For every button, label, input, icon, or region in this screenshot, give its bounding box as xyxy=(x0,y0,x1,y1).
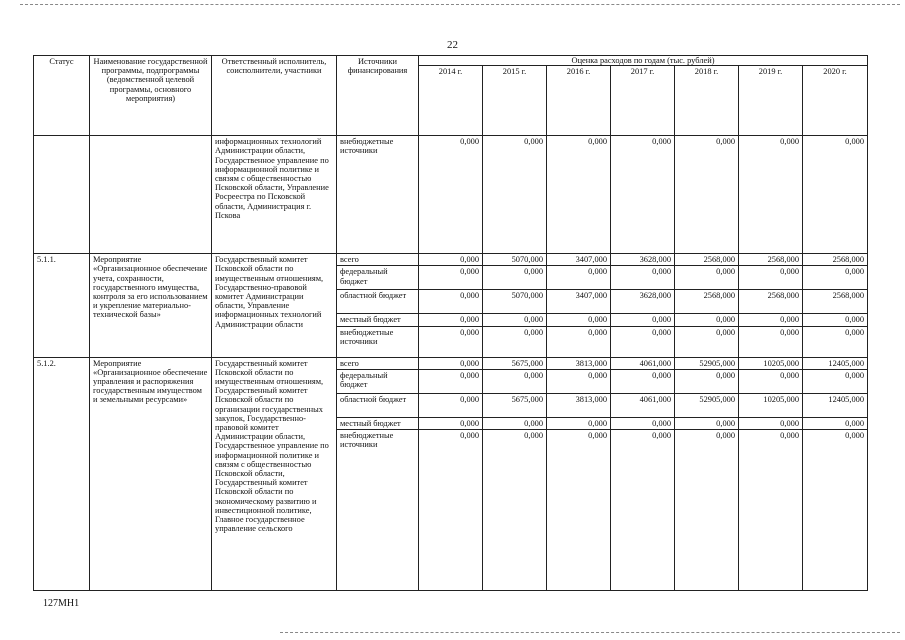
value-cell: 0,000 xyxy=(803,314,868,326)
header-expense-group: Оценка расходов по годам (тыс. рублей) xyxy=(419,56,868,66)
header-name: Наименование государственной программы, подпрограммы (ведомственной целевой программы, основного мероприятия) xyxy=(90,56,212,136)
value-cell: 0,000 xyxy=(547,326,611,357)
value-cell: 0,000 xyxy=(675,136,739,254)
scan-edge-top xyxy=(20,4,900,5)
value-cell: 2568,000 xyxy=(675,254,739,266)
value-cell: 0,000 xyxy=(419,369,483,393)
header-status: Статус xyxy=(34,56,90,136)
value-cell: 0,000 xyxy=(675,369,739,393)
measure-row xyxy=(34,254,868,266)
header-year: 2020 г. xyxy=(803,66,868,136)
value-cell: 0,000 xyxy=(803,266,868,290)
executors-cell: Государственный комитет Псковской области по имущественным отношениям, Государственно-правовой комитет Администрации области, Управление информационных технологий Администрации области xyxy=(212,254,337,357)
value-cell: 0,000 xyxy=(547,430,611,591)
value-cell: 0,000 xyxy=(611,369,675,393)
value-cell: 0,000 xyxy=(739,369,803,393)
value-cell: 3407,000 xyxy=(547,254,611,266)
source-cell: внебюджетные источники xyxy=(337,430,419,591)
status-cell: 5.1.2. xyxy=(34,357,90,590)
continuation-row xyxy=(34,136,868,254)
value-cell: 0,000 xyxy=(419,314,483,326)
value-cell: 0,000 xyxy=(739,417,803,429)
value-cell: 0,000 xyxy=(803,369,868,393)
value-cell: 0,000 xyxy=(675,430,739,591)
header-year: 2016 г. xyxy=(547,66,611,136)
budget-table xyxy=(33,55,868,591)
value-cell: 3628,000 xyxy=(611,254,675,266)
value-cell: 0,000 xyxy=(419,326,483,357)
value-cell: 0,000 xyxy=(803,430,868,591)
measure-row xyxy=(34,357,868,369)
value-cell: 2568,000 xyxy=(803,254,868,266)
page-number: 22 xyxy=(447,39,458,51)
value-cell: 12405,000 xyxy=(803,393,868,417)
name-cell: Мероприятие «Организационное обеспечение управления и распоряжения государственным имуществом и земельными ресурсами» xyxy=(90,357,212,590)
value-cell: 0,000 xyxy=(483,136,547,254)
value-cell: 0,000 xyxy=(547,369,611,393)
value-cell: 4061,000 xyxy=(611,357,675,369)
value-cell: 0,000 xyxy=(611,430,675,591)
value-cell: 0,000 xyxy=(419,266,483,290)
source-cell: местный бюджет xyxy=(337,417,419,429)
value-cell: 0,000 xyxy=(739,136,803,254)
name-cell: Мероприятие «Организационное обеспечение учета, сохранности, государственного имущества, контроля за его использованием и укрепление материально-технической базы» xyxy=(90,254,212,357)
value-cell: 0,000 xyxy=(739,326,803,357)
footer-code: 127МН1 xyxy=(43,598,80,609)
source-cell: местный бюджет xyxy=(337,314,419,326)
value-cell: 52905,000 xyxy=(675,357,739,369)
executors-cell: Государственный комитет Псковской области по имущественным отношениям, Государственный комитет Псковской области по организации государственных закупок, Государственно-правовой комитет Администрации области, Государственное управление по информационной политике и связям с общественностью Псковской области, Государственный комитет Псковской области по экономическому развитию и инвестиционной политике, Главное государственное управление сельского xyxy=(212,357,337,590)
value-cell: 52905,000 xyxy=(675,393,739,417)
value-cell: 5070,000 xyxy=(483,290,547,314)
value-cell: 0,000 xyxy=(739,430,803,591)
value-cell: 5675,000 xyxy=(483,393,547,417)
header-year: 2018 г. xyxy=(675,66,739,136)
value-cell: 2568,000 xyxy=(675,290,739,314)
value-cell: 0,000 xyxy=(547,266,611,290)
source-cell: всего xyxy=(337,357,419,369)
value-cell: 0,000 xyxy=(419,290,483,314)
header-year: 2015 г. xyxy=(483,66,547,136)
value-cell: 0,000 xyxy=(611,326,675,357)
value-cell: 0,000 xyxy=(419,430,483,591)
value-cell: 0,000 xyxy=(675,326,739,357)
value-cell: 3813,000 xyxy=(547,357,611,369)
value-cell: 0,000 xyxy=(803,326,868,357)
status-cell xyxy=(34,136,90,254)
value-cell: 3628,000 xyxy=(611,290,675,314)
value-cell: 0,000 xyxy=(675,314,739,326)
value-cell: 0,000 xyxy=(483,314,547,326)
source-cell: внебюджетные источники xyxy=(337,136,419,254)
value-cell: 0,000 xyxy=(419,417,483,429)
value-cell: 0,000 xyxy=(739,266,803,290)
header-row-group xyxy=(34,56,868,66)
value-cell: 0,000 xyxy=(675,266,739,290)
value-cell: 0,000 xyxy=(803,417,868,429)
value-cell: 2568,000 xyxy=(739,254,803,266)
header-year: 2017 г. xyxy=(611,66,675,136)
value-cell: 4061,000 xyxy=(611,393,675,417)
value-cell: 3407,000 xyxy=(547,290,611,314)
source-cell: федеральный бюджет xyxy=(337,266,419,290)
value-cell: 0,000 xyxy=(483,417,547,429)
value-cell: 5070,000 xyxy=(483,254,547,266)
value-cell: 0,000 xyxy=(419,357,483,369)
value-cell: 0,000 xyxy=(483,430,547,591)
value-cell: 0,000 xyxy=(419,136,483,254)
value-cell: 2568,000 xyxy=(803,290,868,314)
source-cell: областной бюджет xyxy=(337,393,419,417)
value-cell: 3813,000 xyxy=(547,393,611,417)
value-cell: 10205,000 xyxy=(739,393,803,417)
header-year: 2014 г. xyxy=(419,66,483,136)
header-executors: Ответственный исполнитель, соисполнители, участники xyxy=(212,56,337,136)
source-cell: областной бюджет xyxy=(337,290,419,314)
value-cell: 2568,000 xyxy=(739,290,803,314)
value-cell: 0,000 xyxy=(739,314,803,326)
value-cell: 12405,000 xyxy=(803,357,868,369)
header-year: 2019 г. xyxy=(739,66,803,136)
header-sources: Источники финансирования xyxy=(337,56,419,136)
value-cell: 0,000 xyxy=(483,369,547,393)
value-cell: 5675,000 xyxy=(483,357,547,369)
scan-edge-bottom xyxy=(280,632,900,633)
source-cell: всего xyxy=(337,254,419,266)
name-cell xyxy=(90,136,212,254)
value-cell: 0,000 xyxy=(675,417,739,429)
value-cell: 0,000 xyxy=(483,326,547,357)
value-cell: 0,000 xyxy=(611,266,675,290)
value-cell: 0,000 xyxy=(611,417,675,429)
value-cell: 0,000 xyxy=(547,314,611,326)
source-cell: федеральный бюджет xyxy=(337,369,419,393)
value-cell: 0,000 xyxy=(419,393,483,417)
value-cell: 0,000 xyxy=(547,136,611,254)
value-cell: 0,000 xyxy=(803,136,868,254)
value-cell: 0,000 xyxy=(547,417,611,429)
value-cell: 0,000 xyxy=(419,254,483,266)
value-cell: 0,000 xyxy=(483,266,547,290)
executors-cell: информационных технологий Администрации области, Государственное управление по информационной политике и связям с общественностью Псковской области, Управление Росреестра по Псковской области, Администрация г. Пскова xyxy=(212,136,337,254)
value-cell: 0,000 xyxy=(611,136,675,254)
value-cell: 0,000 xyxy=(611,314,675,326)
status-cell: 5.1.1. xyxy=(34,254,90,357)
value-cell: 10205,000 xyxy=(739,357,803,369)
source-cell: внебюджетные источники xyxy=(337,326,419,357)
